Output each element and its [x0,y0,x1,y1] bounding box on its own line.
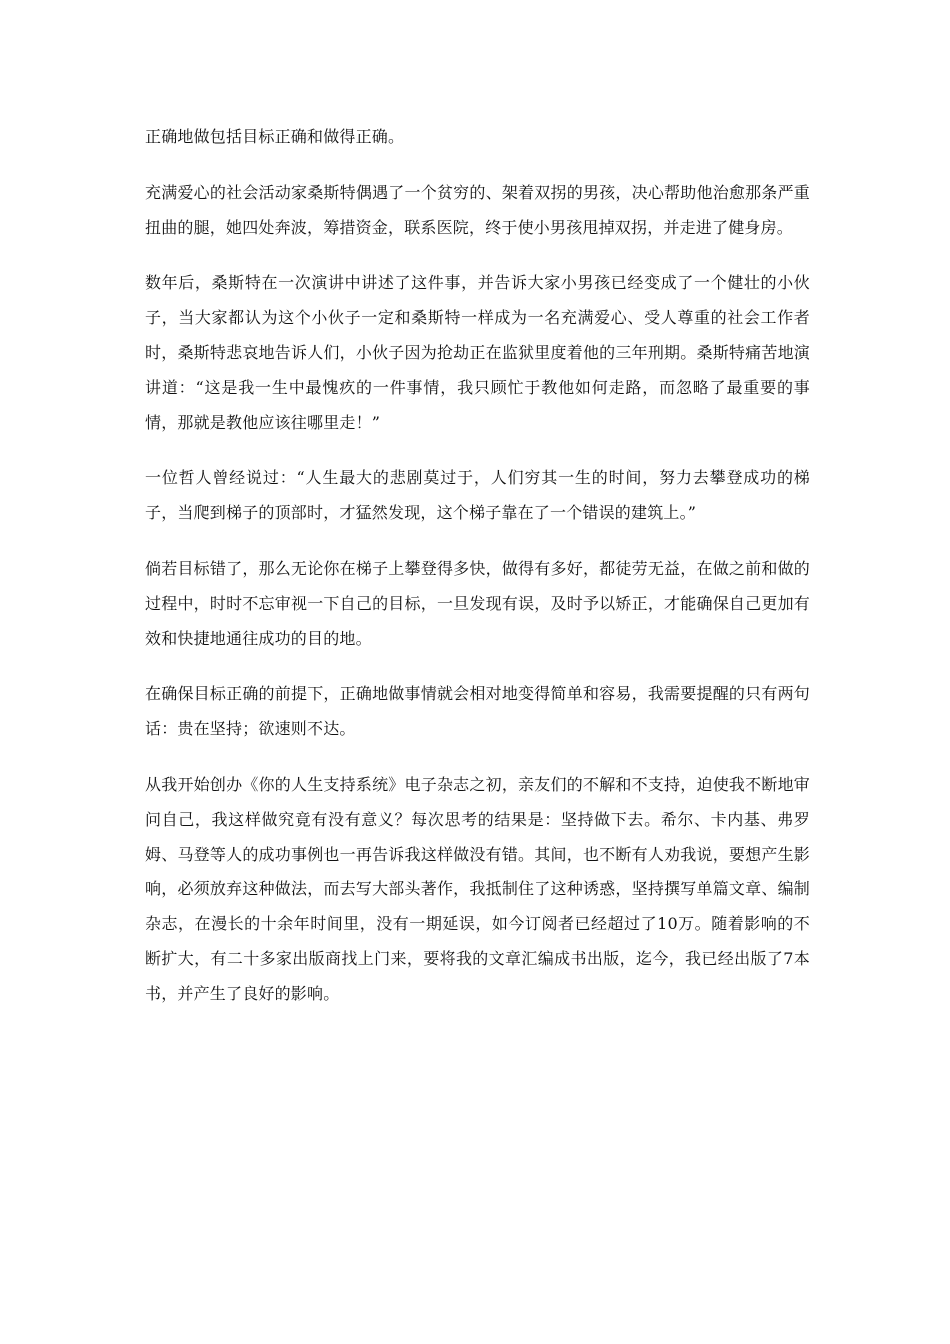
paragraph-5: 倘若目标错了，那么无论你在梯子上攀登得多快，做得有多好，都徒劳无益，在做之前和做的过程中，时时不忘审视一下自己的目标，一旦发现有误，及时予以矫正，才能确保自己更加有效和快捷地通往成功的目的地。 [145,558,810,648]
paragraph-2: 充满爱心的社会活动家桑斯特偶遇了一个贫穷的、架着双拐的男孩，决心帮助他治愈那条严重扭曲的腿，她四处奔波，筹措资金，联系医院，终于使小男孩甩掉双拐，并走进了健身房。 [145,182,810,237]
paragraph-7: 从我开始创办《你的人生支持系统》电子杂志之初，亲友们的不解和不支持，迫使我不断地审问自己，我这样做究竟有没有意义？每次思考的结果是：坚持做下去。希尔、卡内基、弗罗姆、马登等人的成功事例也一再告诉我这样做没有错。其间，也不断有人劝我说，要想产生影响，必须放弃这种做法，而去写大部头著作，我抵制住了这种诱惑，坚持撰写单篇文章、编制杂志，在漫长的十余年时间里，没有一期延误，如今订阅者已经超过了10万。随着影响的不断扩大，有二十多家出版商找上门来，要将我的文章汇编成书出版，迄今，我已经出版了7本书，并产生了良好的影响。 [145,774,810,1003]
document-body [145,120,810,1012]
paragraph-6: 在确保目标正确的前提下，正确地做事情就会相对地变得简单和容易，我需要提醒的只有两句话：贵在坚持；欲速则不达。 [145,684,810,739]
paragraph-1: 正确地做包括目标正确和做得正确。 [145,127,405,146]
paragraph-3: 数年后，桑斯特在一次演讲中讲述了这件事，并告诉大家小男孩已经变成了一个健壮的小伙子，当大家都认为这个小伙子一定和桑斯特一样成为一名充满爱心、受人尊重的社会工作者时，桑斯特悲哀地告诉人们，小伙子因为抢劫正在监狱里度着他的三年刑期。桑斯特痛苦地演讲道：“这是我一生中最愧疚的一件事情，我只顾忙于教他如何走路，而忽略了最重要的事情，那就是教他应该往哪里走！” [145,273,810,432]
paragraph-4: 一位哲人曾经说过：“人生最大的悲剧莫过于，人们穷其一生的时间，努力去攀登成功的梯子，当爬到梯子的顶部时，才猛然发现，这个梯子靠在了一个错误的建筑上。” [145,468,810,523]
